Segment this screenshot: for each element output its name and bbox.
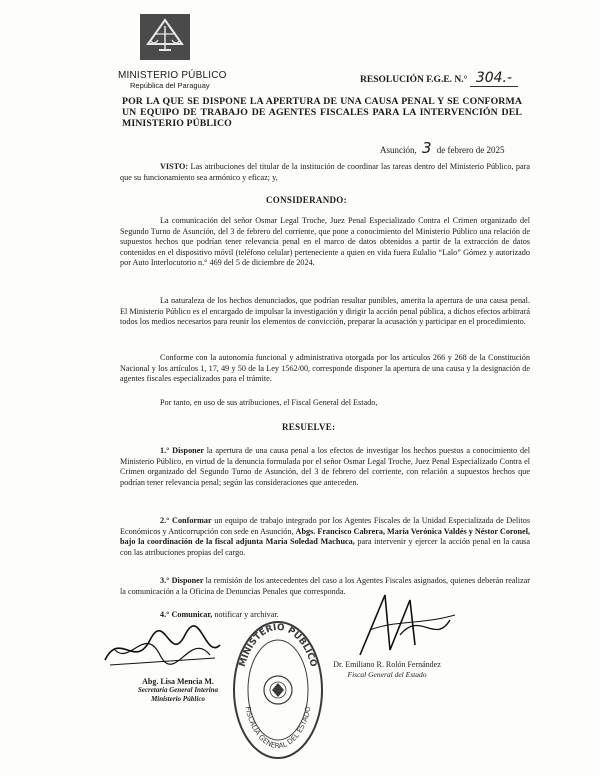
item-2-verb: Conformar <box>172 516 212 525</box>
item-1-text: la apertura de una causa penal a los efectos de investigar los hechos puestos a conocimiento del Ministerio Público, en virtud de la denuncia formulada por el señor Osmar Legal Troche, Juez Penal Especializado Contra el Crimen organizado del Segundo Turno de Asunción, del 3 de febrero del corriente, con relación a supuestos hechos que podrían tener relevancia penal; según las consideraciones que anteceden. <box>120 446 530 487</box>
resuelve-item-4 <box>120 610 530 621</box>
signature-right-icon <box>340 590 460 660</box>
considerando-heading: CONSIDERANDO: <box>266 195 347 205</box>
right-signatory-name: Dr. Emiliano R. Rolón Fernández <box>333 660 441 669</box>
item-4-number: 4.° <box>160 610 170 619</box>
considerando-p2: La naturaleza de los hechos denunciados, que podrían resultar punibles, amerita la apertura de una causa penal. El Ministerio Público es el encargado de impulsar la investigación y dirigir la acción penal pública, a dichos efectos arbitrará todos los medios necesarios para reunir los elementos de convicción, preparar la acusación y participar en el procedimiento. <box>120 296 530 326</box>
date-day: 3 <box>422 139 432 157</box>
item-3-verb: Disponer <box>171 576 204 585</box>
item-1-number: 1.° <box>160 446 170 455</box>
item-2-coordination: bajo la coordinación de la fiscal adjunta María Soledad Machuca, <box>120 537 355 546</box>
date-rest: de febrero de 2025 <box>436 145 505 155</box>
visto-label: VISTO: <box>160 162 189 171</box>
resuelve-item-3 <box>120 576 530 597</box>
document-title: POR LA QUE SE DISPONE LA APERTURA DE UNA CAUSA PENAL Y SE CONFORMA UN EQUIPO DE TRABAJO DE AGENTES FISCALES PARA LA INTERVENCIÓN DEL MINISTERIO PÚBLICO <box>122 96 522 129</box>
resolution-label: RESOLUCIÓN F.G.E. N.° <box>360 75 468 85</box>
org-subtitle: República del Paraguay <box>130 81 210 90</box>
visto-text: Las atribuciones del titular de la institución de coordinar las tareas dentro del Ministerio Público, para que su funcionamiento sea armónico y eficaz; y, <box>120 162 530 182</box>
considerando-p3: Conforme con la autonomía funcional y administrativa otorgada por los artículos 266 y 268 de la Constitución Nacional y los artículos 1, 17, 49 y 50 de la Ley 1562/00, corresponde disponer la apertura de una causa y la designación de agentes fiscales especializados para el trámite. <box>120 353 530 383</box>
svg-text:MINISTERIO PÚBLICO: MINISTERIO PÚBLICO <box>237 622 319 669</box>
considerando-p4: Por tanto, en uso de sus atribuciones, el Fiscal General del Estado, <box>160 398 378 407</box>
visto-paragraph <box>120 162 530 183</box>
ministry-logo-icon <box>140 14 190 60</box>
item-2-number: 2.° <box>160 516 170 525</box>
resolution-number: 304.- <box>470 70 518 87</box>
item-1-verb: Disponer <box>172 446 204 455</box>
svg-text:FISCALÍA GENERAL DEL ESTADO: FISCALÍA GENERAL DEL ESTADO <box>243 705 313 751</box>
org-name: MINISTERIO PÚBLICO <box>118 70 227 81</box>
resuelve-item-2 <box>120 516 530 558</box>
left-signatory-role-2: Ministerio Público <box>151 695 205 703</box>
item-2-text-b: para intervenir y ejercer la acción penal en la causa con las atribuciones propias del cargo. <box>120 537 530 557</box>
resuelve-item-1 <box>120 446 530 488</box>
signature-left-icon <box>100 620 225 675</box>
item-2-names: Abgs. Francisco Cabrera, María Verónica Valdés y Néstor Coronel, <box>295 526 531 536</box>
left-signatory-name: Abg. Lisa Mencia M. <box>142 677 214 686</box>
item-2-text-a: un equipo de trabajo integrado por los Agentes Fiscales de la Unidad Especializada de Delitos Económicos y Anticorrupción con sede en Asunción, <box>120 516 531 536</box>
date-city: Asunción, <box>380 145 417 155</box>
right-signatory-role: Fiscal General del Estado <box>347 669 427 679</box>
resuelve-heading: RESUELVE: <box>282 422 336 432</box>
left-signatory <box>118 677 238 704</box>
item-3-text: la remisión de los antecedentes del caso a los Agentes Fiscales asignados, quienes deberán realizar la comunicación a la Oficina de Denuncias Penales que corresponda. <box>120 576 531 596</box>
date-line <box>380 139 505 157</box>
item-4-verb: Comunicar, <box>171 610 213 619</box>
resolution-line <box>360 70 518 86</box>
official-stamp-icon <box>232 620 324 760</box>
right-signatory <box>322 660 452 679</box>
item-4-text: notificar y archivar. <box>214 610 279 619</box>
left-signatory-role-1: Secretaria General Interina <box>137 686 219 694</box>
item-3-number: 3.° <box>160 576 170 585</box>
considerando-p1: La comunicación del señor Osmar Legal Troche, Juez Penal Especializado Contra el Crimen organizado del Segundo Turno de Asunción, del 3 de febrero del corriente, que pone a conocimiento del Ministerio Público una relación de supuestos hechos que podrían tener relevancia penal en el marco de datos obtenidos a partir de la extracción de datos contenidos en el dispositivo móvil (teléfono celular) perteneciente a quien en vida fuera Eulalio “Lalo” Gómez y autorizado por Auto Interlocutorio n.° 469 del 5 de diciembre de 2024. <box>120 216 530 267</box>
